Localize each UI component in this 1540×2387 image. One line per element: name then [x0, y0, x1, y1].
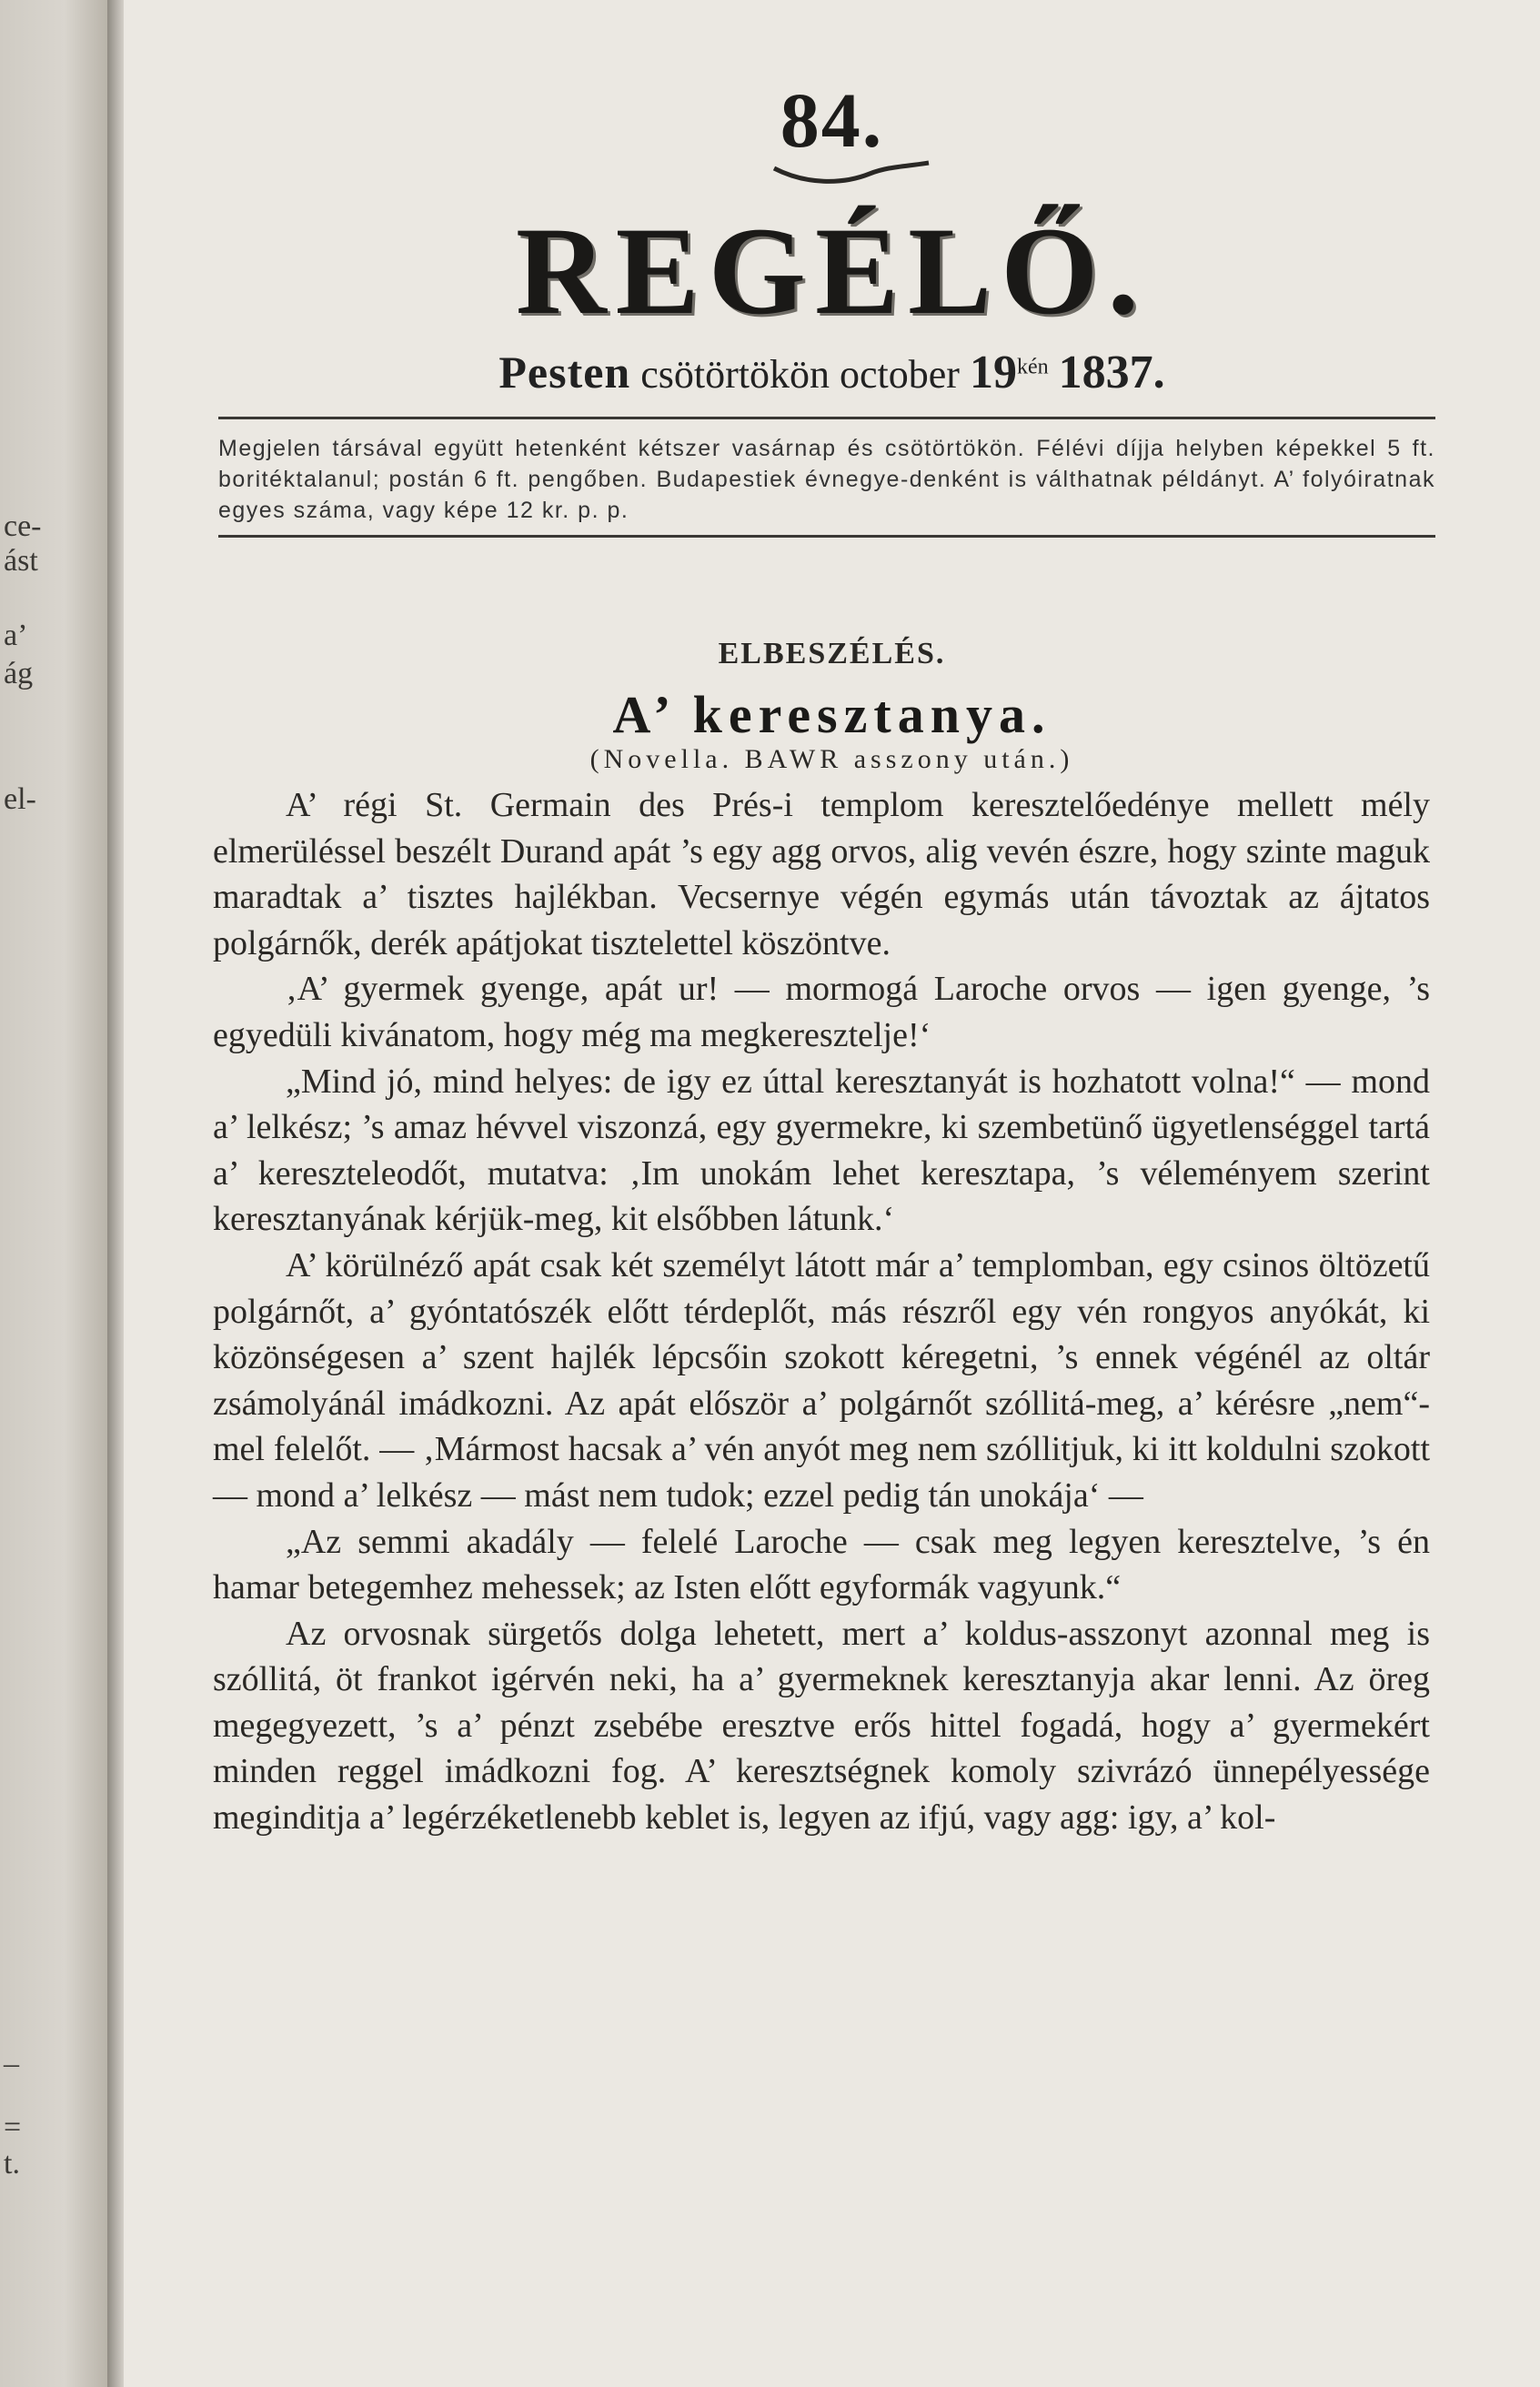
gutter-fragment: – — [4, 2047, 19, 2080]
gutter-fragment: = — [4, 2110, 22, 2144]
subscription-notice: Megjelen társával együtt hetenként kétszer vasárnap és csötörtökön. Félévi díjja helyben képekkel 5 ft. boritéktalanul; postán 6 ft. pengőben. Budapestiek évnegye-denként is válthatnak példányt. A’ folyóiratnak egyes száma, vagy képe 12 kr. p. p. — [218, 436, 1435, 523]
dateline — [124, 346, 1540, 399]
gutter-fragment: ást — [4, 544, 38, 578]
article-title: A’ keresztanya. — [612, 685, 1052, 744]
dateline-year: 1837. — [1058, 347, 1165, 398]
gutter-fragment: ág — [4, 657, 34, 690]
divider-rule — [218, 417, 1435, 419]
paragraph: A’ régi St. Germain des Prés-i templom keresztelőedénye mellett mély elmerüléssel beszélt Durand apát ’s egy agg orvos, alig vevén észre, hogy szinte maguk maradtak a’ tisztes hajlékban. Vecsernye végén egymás után távoztak az ájtatos polgárnők, derék apátjokat tisztelettel köszöntve. — [213, 786, 1430, 962]
flourish-ornament — [770, 159, 933, 186]
paragraph: „Az semmi akadály — felelé Laroche — csak meg legyen keresztelve, ’s én hamar betegemhez mehessek; az Isten előtt egyformák vagyunk.“ — [213, 1522, 1430, 1607]
previous-page-edge — [0, 0, 107, 2387]
gutter-fragment: t. — [4, 2147, 20, 2181]
paragraph: Az orvosnak sürgetős dolga lehetett, mert a’ koldus-asszonyt azonnal meg is szóllitá, öt frankot igérvén neki, ha a’ gyermeknek keresztanyja akar lenni. Az öreg megegyezett, ’s a’ pénzt zsebébe eresztve erős hittel fogadá, hogy a’ gyermekért minden reggel imádkozni fog. A’ keresztségnek komoly szivrázó ünnepélyessége meginditja a’ legérzéketlenebb keblet is, legyen az ifjú, vagy agg: igy, a’ kol- — [213, 1614, 1430, 1838]
gutter-fragment: a’ — [4, 619, 28, 652]
section-heading: ELBESZÉLÉS. — [718, 637, 946, 670]
masthead-title: REGÉLŐ. — [516, 201, 1148, 340]
paragraph: ‚A’ gyermek gyenge, apát ur! — mormogá Laroche orvos — igen gyenge, ’s egyedüli kivánatom, hogy még ma megkeresztelje!‘ — [213, 970, 1430, 1054]
gutter-fragment: ce- — [4, 509, 42, 543]
dateline-city: Pesten — [498, 347, 631, 398]
newspaper-page — [124, 0, 1540, 2387]
issue-number: 84. — [780, 76, 884, 164]
paragraph: A’ körülnéző apát csak két személyt látott már a’ templomban, egy csinos öltözetű polgárnőt, a’ gyóntatószék előtt térdeplőt, más részről egy vén rongyos anyókát, ki közönségesen a’ szent hajlék lépcsőin szokott kéregetni, ’s ennek végénél az oltár zsámolyánál imádkozni. Az apát először a’ polgárnőt szóllitá-meg, a’ kérésre „nem“-mel felelőt. — ‚Mármost hacsak a’ vén anyót meg nem szóllitjuk, ki itt koldulni szokott — mond a’ lelkész — mást nem tudok; ezzel pedig tán unokája‘ — — [213, 1245, 1430, 1515]
dateline-text: csötörtökön october — [640, 352, 960, 397]
dateline-day: 19 — [969, 347, 1017, 398]
book-spine-shadow — [107, 0, 124, 2387]
gutter-fragment: el- — [4, 782, 36, 816]
paragraph: „Mind jó, mind helyes: de igy ez úttal keresztanyát is hozhatott volna!“ — mond a’ lelkész; ’s amaz hévvel viszonzá, egy gyermekre, ki szembetünő ügyetlenséggel tartá a’ kereszteleodőt, mutatva: ‚Im unokám lehet keresztapa, ’s véleményem szerint keresztanyának kérjük-meg, kit elsőbben látunk.‘ — [213, 1062, 1430, 1239]
article-subtitle: (Novella. BAWR asszony után.) — [589, 744, 1074, 774]
dateline-day-suffix: kén — [1016, 355, 1049, 379]
article-body — [213, 782, 1430, 1841]
divider-rule — [218, 535, 1435, 538]
